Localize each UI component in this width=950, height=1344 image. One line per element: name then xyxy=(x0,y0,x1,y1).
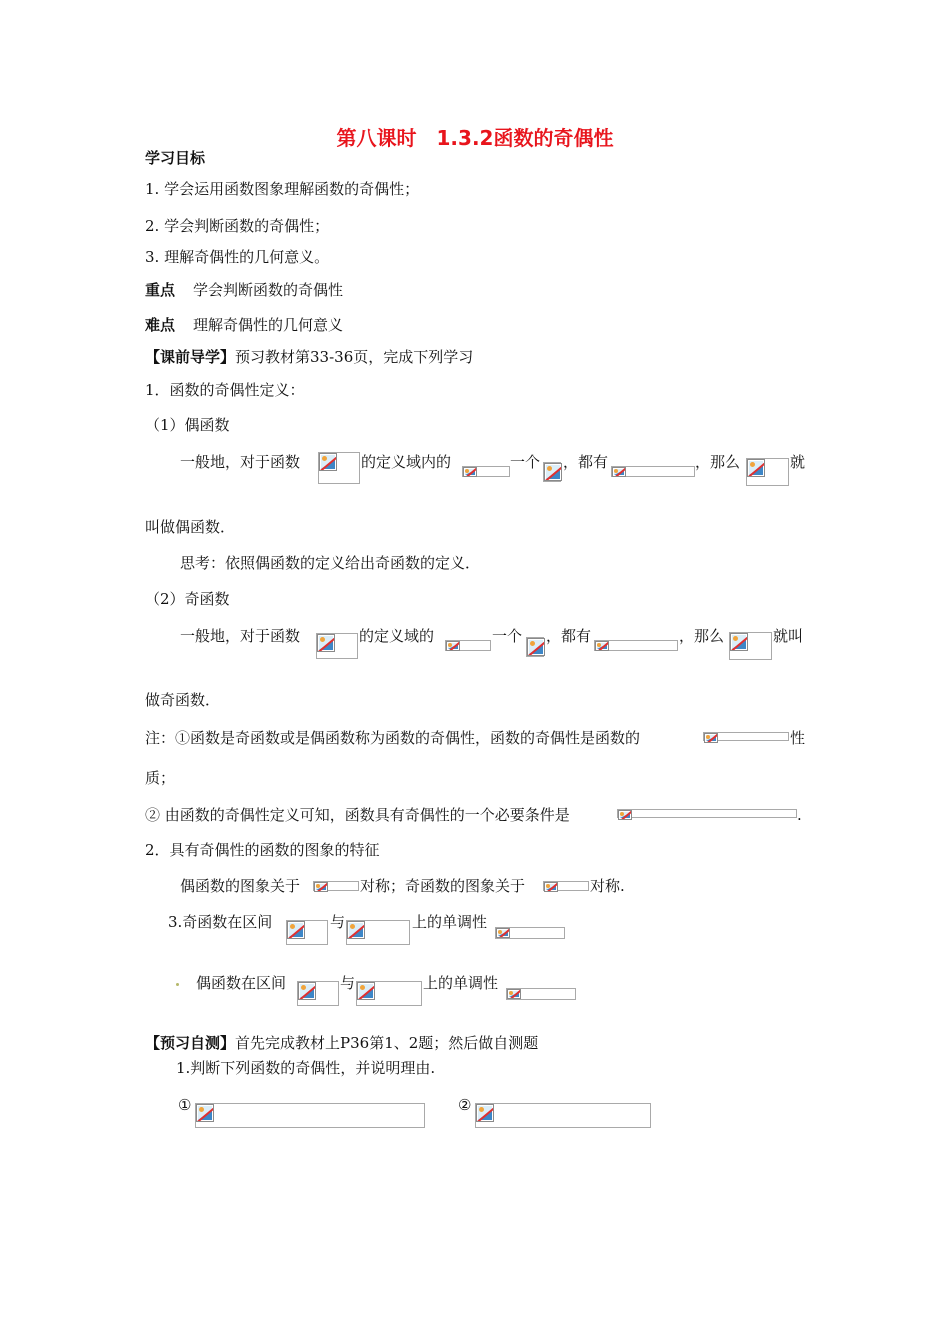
broken-image-icon xyxy=(704,733,718,743)
odd-continued: 做奇函数． xyxy=(145,691,221,709)
note-2: ② 由函数的奇偶性定义可知，函数具有奇偶性的一个必要条件是 xyxy=(145,806,570,824)
formula-image xyxy=(543,881,589,891)
key-point-text: 学会判断函数的奇偶性 xyxy=(193,281,344,299)
formula-image xyxy=(318,452,360,484)
goal-2: 2. 学会判断函数的奇偶性； xyxy=(145,217,330,235)
broken-image-icon xyxy=(730,633,748,651)
odd-text-3: 一个 xyxy=(492,627,523,645)
difficulty-text: 理解奇偶性的几何意义 xyxy=(193,316,344,334)
selftest-label: 【预习自测】 xyxy=(145,1034,236,1052)
formula-image xyxy=(462,466,510,477)
broken-image-icon xyxy=(319,453,337,471)
formula-image xyxy=(297,981,339,1006)
section-2-heading: 2．具有奇偶性的函数的图象的特征 xyxy=(145,841,380,859)
item-marker-2: ② xyxy=(458,1096,472,1114)
note-1-continued: 质； xyxy=(145,769,176,787)
odd-text-4: ，都有 xyxy=(546,627,592,645)
even-heading: （1）偶函数 xyxy=(145,416,230,434)
note-2-end: . xyxy=(797,806,802,824)
preview-label: 【课前导学】 xyxy=(145,348,236,366)
formula-image xyxy=(286,920,328,945)
question-1: 1.判断下列函数的奇偶性，并说明理由. xyxy=(176,1059,436,1077)
broken-image-icon xyxy=(476,1104,494,1122)
odd-text-2: 的定义域的 xyxy=(359,627,435,645)
monotonicity-even-3: 上的单调性 xyxy=(423,974,499,992)
even-text-2: 的定义域内的 xyxy=(361,453,452,471)
even-text-1: 一般地，对于函数 xyxy=(180,453,301,471)
formula-image xyxy=(729,632,772,660)
broken-image-icon xyxy=(595,641,609,651)
odd-heading: （2）奇函数 xyxy=(145,590,230,608)
broken-image-icon xyxy=(357,982,375,1000)
monotonicity-even-2: 与 xyxy=(340,974,356,992)
even-text-3: 一个 xyxy=(510,453,541,471)
goal-1: 1. 学会运用函数图象理解函数的奇偶性； xyxy=(145,180,420,198)
broken-image-icon xyxy=(612,467,626,477)
formula-image xyxy=(495,927,565,939)
page-title: 第八课时 1.3.2函数的奇偶性 xyxy=(336,126,614,150)
key-point-label: 重点 xyxy=(145,281,176,299)
formula-image xyxy=(746,458,789,486)
broken-image-icon xyxy=(298,982,316,1000)
formula-image xyxy=(611,466,695,477)
odd-text-1: 一般地，对于函数 xyxy=(180,627,301,645)
formula-image xyxy=(526,637,544,657)
note-1: 注：①函数是奇函数或是偶函数称为函数的奇偶性，函数的奇偶性是函数的 xyxy=(145,729,641,747)
formula-image xyxy=(543,462,561,482)
formula-image xyxy=(316,633,358,659)
monotonicity-odd-3: 上的单调性 xyxy=(412,913,488,931)
formula-image xyxy=(475,1103,651,1128)
broken-image-icon xyxy=(347,921,365,939)
monotonicity-odd-2: 与 xyxy=(330,913,346,931)
think-prompt: 思考：依照偶函数的定义给出奇函数的定义． xyxy=(180,554,481,572)
formula-image xyxy=(703,732,789,741)
note-1-end: 性 xyxy=(790,729,806,747)
monotonicity-even-1: 偶函数在区间 xyxy=(196,974,287,992)
goals-heading: 学习目标 xyxy=(145,149,206,167)
formula-image xyxy=(356,981,422,1006)
symmetry-text-3: 对称. xyxy=(590,877,625,895)
monotonicity-odd-1: 3.奇函数在区间 xyxy=(168,913,273,931)
formula-image xyxy=(617,809,797,818)
broken-image-icon xyxy=(317,634,335,652)
broken-image-icon xyxy=(446,641,460,651)
even-text-5: ，那么 xyxy=(695,453,741,471)
goal-3: 3. 理解奇偶性的几何意义。 xyxy=(145,248,330,266)
formula-image xyxy=(313,881,359,891)
bullet-dot xyxy=(176,983,179,986)
formula-image xyxy=(195,1103,425,1128)
broken-image-icon xyxy=(314,882,328,892)
symmetry-text-1: 偶函数的图象关于 xyxy=(180,877,301,895)
preview-text: 预习教材第33-36页，完成下列学习 xyxy=(235,348,474,366)
odd-text-6: 就叫 xyxy=(773,627,804,645)
odd-text-5: ，那么 xyxy=(679,627,725,645)
formula-image xyxy=(506,988,576,1000)
selftest-text: 首先完成教材上P36第1、2题；然后做自测题 xyxy=(235,1034,539,1052)
formula-image xyxy=(346,920,410,945)
broken-image-icon xyxy=(507,989,521,999)
preview-line xyxy=(145,347,473,367)
broken-image-icon xyxy=(287,921,305,939)
item-marker-1: ① xyxy=(178,1096,192,1114)
broken-image-icon xyxy=(747,459,765,477)
section-1-heading: 1．函数的奇偶性定义： xyxy=(145,381,305,399)
broken-image-icon xyxy=(544,882,558,892)
symmetry-text-2: 对称；奇函数的图象关于 xyxy=(360,877,526,895)
formula-image xyxy=(594,640,678,651)
even-text-4: ，都有 xyxy=(563,453,609,471)
difficulty-label: 难点 xyxy=(145,316,176,334)
selftest-line xyxy=(145,1033,538,1053)
even-continued: 叫做偶函数． xyxy=(145,518,236,536)
formula-image xyxy=(445,640,491,651)
broken-image-icon xyxy=(196,1104,214,1122)
broken-image-icon xyxy=(544,463,562,481)
difficulty xyxy=(145,315,343,335)
key-point xyxy=(145,280,343,300)
even-text-6: 就 xyxy=(790,453,806,471)
broken-image-icon xyxy=(618,810,632,820)
broken-image-icon xyxy=(527,638,545,656)
broken-image-icon xyxy=(463,467,477,477)
broken-image-icon xyxy=(496,928,510,938)
